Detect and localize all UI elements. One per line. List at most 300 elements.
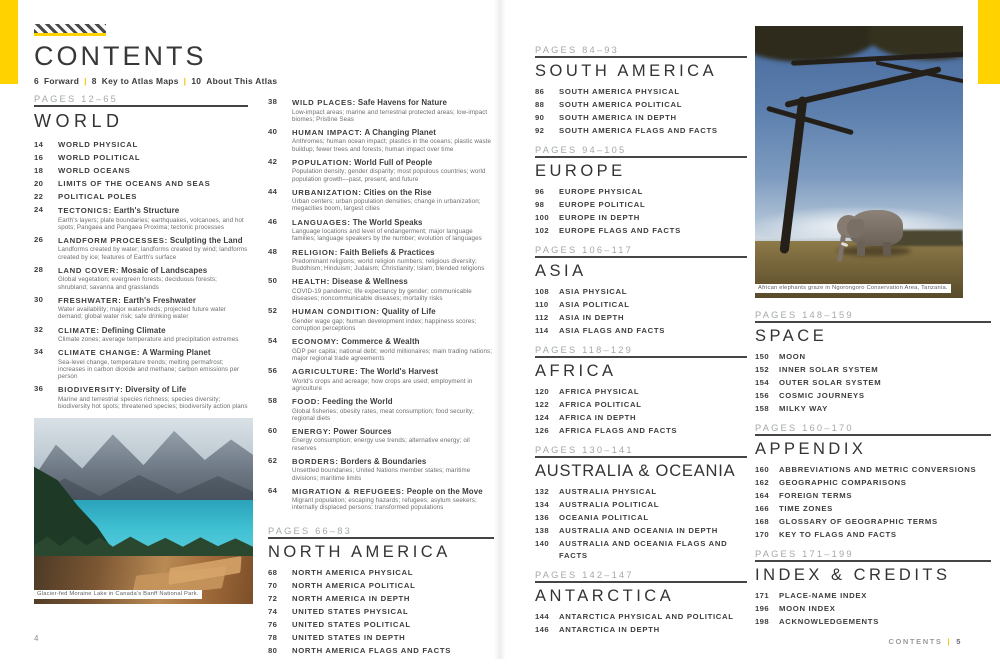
entry-subtitle: A Changing Planet	[364, 127, 437, 137]
entry-title: UNITED STATES POLITICAL	[292, 619, 411, 629]
entry-page-number: 70	[268, 580, 278, 590]
entry-page-number: 32	[34, 324, 44, 334]
section-pages-label: PAGES 148–159	[755, 310, 854, 320]
entry-page-number: 162	[755, 478, 770, 487]
entry-page-number: 48	[268, 246, 278, 256]
toc-entry[interactable]	[535, 538, 747, 562]
entry-page-number: 76	[268, 619, 278, 629]
toc-entry[interactable]	[755, 603, 991, 615]
section-pages-label: PAGES 84–93	[535, 45, 619, 55]
entry-page-number: 198	[755, 617, 770, 626]
section-space	[755, 310, 991, 415]
entry-subtitle: Borders & Boundaries	[340, 456, 427, 466]
entry-title: AUSTRALIA AND OCEANIA FLAGS AND FACTS	[559, 539, 728, 560]
toc-entry[interactable]	[535, 286, 747, 298]
entry-subtitle: Diversity of Life	[125, 385, 187, 395]
section-rule	[268, 537, 494, 539]
entry-title: BORDERS:	[292, 456, 339, 466]
section-pages-label: PAGES 171–199	[755, 549, 854, 559]
toc-entry[interactable]	[535, 486, 747, 498]
toc-entry[interactable]	[268, 156, 494, 183]
entry-title: MOON INDEX	[779, 604, 836, 613]
entry-description: Low-impact areas; marine and terrestrial protected areas; low-impact biomes; Pristine Seas	[292, 108, 488, 123]
toc-entry[interactable]	[755, 464, 991, 476]
section-rule	[755, 434, 991, 436]
toc-entry[interactable]	[34, 234, 248, 261]
toc-entry[interactable]	[34, 165, 248, 177]
hatch-decoration	[34, 24, 106, 36]
entry-description: Marine and terrestrial species richness; species diversity; biodiversity hot spots; threatened species; biodiversity action plans	[58, 395, 248, 411]
entry-title: CLIMATE:	[58, 325, 100, 335]
entry-title: POPULATION:	[292, 157, 353, 167]
section-title: SPACE	[755, 327, 828, 345]
entry-title: UNITED STATES PHYSICAL	[292, 606, 409, 616]
toc-entry[interactable]	[535, 225, 747, 237]
entry-title: KEY TO FLAGS AND FACTS	[779, 530, 897, 539]
toc-entry[interactable]	[535, 299, 747, 311]
entry-page-number: 126	[535, 426, 550, 435]
entry-title: INNER SOLAR SYSTEM	[779, 365, 879, 374]
entry-subtitle: The World's Harvest	[360, 367, 439, 377]
toc-entry[interactable]	[535, 512, 747, 524]
toc-entry[interactable]	[34, 191, 248, 203]
entry-page-number: 168	[755, 517, 770, 526]
footer-contents-label: CONTENTS	[888, 637, 943, 646]
entry-description: Language locations and level of endangerment; major language families; language speakers by the number; evolution of languages	[292, 228, 482, 243]
section-north-america	[268, 526, 494, 657]
section-pages-label: PAGES 130–141	[535, 445, 634, 455]
toc-entry[interactable]	[268, 567, 494, 579]
toc-entry[interactable]	[268, 186, 494, 213]
entry-title: GLOSSARY OF GEOGRAPHIC TERMS	[779, 517, 938, 526]
entry-page-number: 156	[755, 391, 770, 400]
toc-entry[interactable]	[535, 125, 747, 137]
entry-title: SOUTH AMERICA FLAGS AND FACTS	[559, 126, 718, 135]
yellow-corner-left	[0, 0, 18, 84]
toc-entry[interactable]	[535, 325, 747, 337]
toc-entry[interactable]	[755, 351, 991, 363]
entry-page-number: 160	[755, 465, 770, 474]
front-matter-nav	[34, 76, 278, 86]
entry-page-number: 158	[755, 404, 770, 413]
entry-page-number: 54	[268, 336, 278, 346]
toc-entry[interactable]	[268, 335, 494, 362]
entry-title: AUSTRALIA POLITICAL	[559, 500, 660, 509]
nav-page-number: 10	[191, 76, 202, 86]
section-title: AFRICA	[535, 362, 617, 380]
entry-title: MIGRATION & REFUGEES:	[292, 486, 405, 496]
toc-entry[interactable]	[535, 86, 747, 98]
section-rule	[535, 581, 747, 583]
page-number-right: 5	[956, 637, 962, 646]
toc-entry[interactable]	[535, 525, 747, 537]
entry-subtitle: Sculpting the Land	[169, 235, 243, 245]
toc-entry[interactable]	[34, 139, 248, 151]
toc-entry[interactable]	[755, 490, 991, 502]
left-page-column-2	[268, 96, 494, 665]
nav-item-forward[interactable]: Forward	[43, 76, 80, 86]
entry-page-number: 92	[535, 126, 545, 135]
entry-title: AUSTRALIA PHYSICAL	[559, 487, 657, 496]
entry-page-number: 132	[535, 487, 550, 496]
entry-page-number: 146	[535, 625, 550, 634]
entry-title: AFRICA POLITICAL	[559, 400, 642, 409]
entry-title: ANTARCTICA PHYSICAL AND POLITICAL	[559, 612, 734, 621]
entry-page-number: 30	[34, 294, 44, 304]
entry-page-number: 170	[755, 530, 770, 539]
entry-description: Global vegetation; evergreen forests; deciduous forests; shrubland; savanna and grasslands	[58, 276, 217, 291]
section-title: SOUTH AMERICA	[535, 62, 718, 80]
photo-elephant-shadow	[837, 246, 911, 256]
photo-elephant-leg	[883, 242, 891, 256]
entry-page-number: 74	[268, 606, 278, 616]
section-rule	[34, 105, 248, 107]
entry-page-number: 171	[755, 591, 770, 600]
toc-entry[interactable]	[268, 365, 494, 392]
entry-page-number: 22	[34, 192, 44, 201]
entry-title: EUROPE PHYSICAL	[559, 187, 643, 196]
entry-subtitle: The World Speaks	[352, 217, 423, 227]
separator: |	[84, 76, 87, 86]
entry-description: Sea-level change, temperature trends; melting permafrost; increases in carbon dioxide and methane; carbon emissions per person	[58, 358, 240, 381]
entry-title: AFRICA IN DEPTH	[559, 413, 637, 422]
toc-entry[interactable]	[535, 425, 747, 437]
section-rule	[535, 156, 747, 158]
entry-title: AFRICA PHYSICAL	[559, 387, 640, 396]
entry-description: Climate zones; average temperature and precipitation extremes	[58, 336, 239, 344]
separator: |	[183, 76, 187, 86]
page-gutter	[494, 0, 506, 659]
toc-entry[interactable]	[535, 186, 747, 198]
entry-page-number: 120	[535, 387, 550, 396]
entry-title: FOREIGN TERMS	[779, 491, 853, 500]
entry-title: ACKNOWLEDGEMENTS	[779, 617, 880, 626]
entry-title: LANDFORM PROCESSES:	[58, 235, 168, 245]
toc-entry[interactable]	[34, 294, 248, 321]
entry-page-number: 78	[268, 632, 278, 642]
toc-entry[interactable]	[268, 425, 494, 452]
entry-title: NORTH AMERICA POLITICAL	[292, 580, 416, 590]
photo-elephant-leg	[857, 242, 865, 256]
entry-description: COVID-19 pandemic; life expectancy by gender; communicable diseases; noncommunicable diseases; mortality risks	[292, 287, 472, 303]
entry-title: CLIMATE CHANGE:	[58, 348, 141, 358]
entry-page-number: 38	[268, 97, 278, 106]
entry-title: POLITICAL POLES	[58, 192, 138, 201]
entry-page-number: 46	[268, 216, 278, 226]
section-title: EUROPE	[535, 162, 626, 180]
toc-entry[interactable]	[535, 99, 747, 111]
toc-entry[interactable]	[34, 152, 248, 164]
entry-description: GDP per capita; national debt; world millionaires; main trading nations; major regional trade agreements	[292, 347, 493, 362]
toc-entry[interactable]	[34, 383, 248, 410]
entry-title: WORLD PHYSICAL	[58, 140, 138, 149]
entry-page-number: 102	[535, 226, 550, 235]
toc-entry[interactable]	[755, 477, 991, 489]
toc-entry[interactable]	[755, 377, 991, 389]
entry-title: WORLD POLITICAL	[58, 153, 141, 162]
section-pages-label: PAGES 160–170	[755, 423, 854, 433]
entry-page-number: 64	[268, 485, 278, 495]
nav-item-key-to-atlas-maps[interactable]: Key to Atlas Maps	[101, 76, 179, 86]
toc-entry[interactable]	[535, 212, 747, 224]
entry-page-number: 20	[34, 179, 44, 188]
section-pages-label: PAGES 66–83	[268, 525, 352, 536]
section-title: AUSTRALIA & OCEANIA	[535, 462, 736, 480]
entry-page-number: 112	[535, 313, 549, 322]
entry-title: FRESHWATER:	[58, 295, 122, 305]
entry-page-number: 152	[755, 365, 770, 374]
toc-entry[interactable]	[268, 96, 494, 123]
toc-entry[interactable]	[535, 199, 747, 211]
entry-page-number: 44	[268, 186, 278, 196]
entry-page-number: 42	[268, 156, 278, 166]
toc-entry[interactable]	[34, 324, 248, 344]
entry-page-number: 52	[268, 306, 278, 316]
entry-page-number: 108	[535, 287, 550, 296]
section-title: NORTH AMERICA	[268, 542, 451, 561]
section-title: ASIA	[535, 262, 587, 280]
toc-entry[interactable]	[535, 624, 747, 636]
entry-description: Energy consumption; energy use trends; alternative energy; oil reserves	[292, 437, 470, 452]
entry-page-number: 36	[34, 384, 44, 394]
separator: |	[947, 637, 952, 646]
entry-page-number: 100	[535, 213, 550, 222]
toc-entry[interactable]	[268, 246, 494, 273]
entry-title: SOUTH AMERICA IN DEPTH	[559, 113, 677, 122]
toc-entry[interactable]	[268, 580, 494, 592]
page-footer-right	[888, 637, 962, 646]
toc-entry[interactable]	[755, 616, 991, 628]
entry-title: NORTH AMERICA IN DEPTH	[292, 593, 411, 603]
entry-page-number: 14	[34, 140, 44, 149]
entry-title: MOON	[779, 352, 806, 361]
entry-page-number: 18	[34, 166, 44, 175]
entry-page-number: 196	[755, 604, 770, 613]
entry-title: LIMITS OF THE OCEANS AND SEAS	[58, 179, 211, 188]
toc-entry[interactable]	[268, 485, 494, 512]
entry-title: EUROPE POLITICAL	[559, 200, 646, 209]
entry-page-number: 138	[535, 526, 550, 535]
entry-description: Unsettled boundaries; United Nations member states; maritime divisions; maritime limits	[292, 467, 471, 482]
entry-page-number: 40	[268, 126, 278, 136]
nav-page-number: 6	[34, 76, 39, 86]
section-title: ANTARCTICA	[535, 587, 675, 605]
toc-entry[interactable]	[535, 499, 747, 511]
toc-entry[interactable]	[268, 632, 494, 644]
toc-entry[interactable]	[535, 399, 747, 411]
toc-entry[interactable]	[268, 126, 494, 153]
entry-page-number: 26	[34, 234, 44, 244]
entry-page-number: 86	[535, 87, 545, 96]
entry-page-number: 136	[535, 513, 550, 522]
entry-page-number: 140	[535, 539, 550, 548]
entry-title: HEALTH:	[292, 277, 331, 287]
entry-page-number: 50	[268, 276, 278, 286]
entry-title: WORLD OCEANS	[58, 166, 131, 175]
page-number-left: 4	[34, 634, 39, 643]
entry-title: ASIA IN DEPTH	[559, 313, 625, 322]
toc-entry[interactable]	[268, 606, 494, 618]
toc-entry[interactable]	[34, 204, 248, 231]
entry-title: SOUTH AMERICA PHYSICAL	[559, 87, 680, 96]
entry-description: Population density; gender disparity; most populous countries; world population growth—past, present, and future	[292, 168, 486, 183]
entry-title: ANTARCTICA IN DEPTH	[559, 625, 660, 634]
entry-page-number: 110	[535, 300, 549, 309]
section-europe	[535, 145, 747, 237]
entry-page-number: 134	[535, 500, 550, 509]
section-title: WORLD	[34, 111, 124, 131]
entry-subtitle: Defining Climate	[101, 325, 166, 335]
section-index-credits	[755, 549, 991, 628]
nav-page-number: 8	[91, 76, 97, 86]
elephant-photo	[755, 26, 963, 298]
entry-page-number: 144	[535, 612, 550, 621]
entry-title: UNITED STATES IN DEPTH	[292, 632, 406, 642]
nav-item-about-this-atlas[interactable]: About This Atlas	[206, 76, 278, 86]
entry-title: ECONOMY:	[292, 337, 340, 347]
entry-title: HUMAN IMPACT:	[292, 127, 363, 137]
toc-entry[interactable]	[268, 455, 494, 482]
right-page-column-1	[535, 45, 747, 644]
toc-entry[interactable]	[268, 593, 494, 605]
entry-description: Migrant population; escaping hazards; refugees; asylum seekers; internally displaced persons; transformed populations	[292, 497, 477, 512]
toc-entry[interactable]	[34, 178, 248, 190]
entry-page-number: 80	[268, 645, 278, 655]
entry-subtitle: Commerce & Wealth	[341, 337, 420, 347]
entry-description: Earth's layers; plate boundaries; earthquakes, volcanoes, and hot spots; Pangaea and Pangaea Proxima; tectonic processes	[58, 216, 244, 231]
entry-title: HUMAN CONDITION:	[292, 307, 380, 317]
entry-page-number: 68	[268, 567, 278, 577]
toc-entry[interactable]	[755, 516, 991, 528]
toc-entry[interactable]	[755, 364, 991, 376]
entry-description: Landforms created by water; landforms created by wind; landforms created by ice; features of Earth's surface	[58, 246, 248, 261]
entry-page-number: 88	[535, 100, 545, 109]
entry-page-number: 154	[755, 378, 770, 387]
entry-page-number: 124	[535, 413, 550, 422]
entry-subtitle: World Full of People	[354, 157, 433, 167]
entry-page-number: 62	[268, 455, 278, 465]
entry-subtitle: Feeding the World	[322, 397, 393, 407]
entry-title: NORTH AMERICA FLAGS AND FACTS	[292, 645, 452, 655]
toc-entry[interactable]	[268, 619, 494, 631]
entry-subtitle: Quality of Life	[381, 307, 436, 317]
section-rule	[535, 56, 747, 58]
section-pages-label: PAGES 12–65	[34, 94, 118, 104]
toc-entry[interactable]	[268, 305, 494, 332]
entry-description: Water availability; major watersheds; projected future water demand; global water risk; safe drinking water	[58, 306, 227, 321]
toc-entry[interactable]	[755, 529, 991, 541]
toc-entry[interactable]	[268, 645, 494, 657]
section-africa	[535, 345, 747, 437]
entry-subtitle: Earth's Freshwater	[123, 295, 197, 305]
entry-title: PLACE-NAME INDEX	[779, 591, 868, 600]
entry-page-number: 98	[535, 200, 545, 209]
toc-entry[interactable]	[34, 346, 248, 380]
toc-entry[interactable]	[34, 264, 248, 291]
section-rule	[755, 321, 991, 323]
section-pages-label: PAGES 142–147	[535, 570, 634, 580]
entry-page-number: 56	[268, 366, 278, 376]
entry-title: AGRICULTURE:	[292, 367, 359, 377]
toc-entry[interactable]	[755, 503, 991, 515]
entry-title: WILD PLACES:	[292, 98, 356, 107]
entry-page-number: 34	[34, 347, 44, 357]
toc-entry[interactable]	[535, 386, 747, 398]
section-title: INDEX & CREDITS	[755, 566, 951, 584]
toc-entry[interactable]	[535, 312, 747, 324]
entry-subtitle: A Warming Planet	[142, 348, 211, 358]
section-title: APPENDIX	[755, 440, 867, 458]
toc-entry[interactable]	[268, 395, 494, 422]
entry-title: OCEANIA POLITICAL	[559, 513, 649, 522]
entry-title: ASIA POLITICAL	[559, 300, 630, 309]
entry-title: ENERGY:	[292, 426, 332, 436]
section-australia-oceania	[535, 445, 747, 562]
photo-caption: Glacier-fed Moraine Lake in Canada's Banff National Park.	[34, 590, 202, 599]
section-world	[34, 94, 248, 410]
section-pages-label: PAGES 106–117	[535, 245, 634, 255]
entry-subtitle: Cities on the Rise	[363, 187, 432, 197]
toc-entry[interactable]	[755, 390, 991, 402]
section-rule	[535, 256, 747, 258]
toc-entry[interactable]	[268, 275, 494, 302]
toc-entry[interactable]	[755, 590, 991, 602]
toc-entry[interactable]	[535, 112, 747, 124]
entry-subtitle: Safe Havens for Nature	[357, 98, 447, 107]
entry-page-number: 24	[34, 205, 44, 214]
entry-subtitle: Faith Beliefs & Practices	[340, 247, 435, 257]
toc-entry[interactable]	[268, 216, 494, 243]
toc-entry[interactable]	[755, 403, 991, 415]
section-pages-label: PAGES 94–105	[535, 145, 627, 155]
entry-title: MILKY WAY	[779, 404, 829, 413]
entry-title: SOUTH AMERICA POLITICAL	[559, 100, 683, 109]
entry-description: Global fisheries; obesity rates, meat consumption; food security; regional diets	[292, 407, 474, 422]
entry-subtitle: People on the Move	[406, 486, 483, 496]
entry-title: TIME ZONES	[779, 504, 833, 513]
entry-title: ABBREVIATIONS AND METRIC CONVERSIONS	[779, 465, 977, 474]
entry-title: EUROPE FLAGS AND FACTS	[559, 226, 681, 235]
entry-description: World's crops and acreage; how crops are used; employment in agriculture	[292, 377, 473, 392]
section-rule	[535, 356, 747, 358]
section-south-america	[535, 45, 747, 137]
entry-page-number: 16	[34, 153, 44, 162]
section-antarctica	[535, 570, 747, 636]
entry-subtitle: Disease & Wellness	[332, 277, 408, 287]
entry-subtitle: Earth's Structure	[113, 206, 180, 215]
entry-title: RELIGION:	[292, 247, 339, 257]
entry-title: LAND COVER:	[58, 265, 120, 275]
entry-page-number: 150	[755, 352, 770, 361]
entry-subtitle: Power Sources	[333, 426, 392, 436]
entry-page-number: 28	[34, 264, 44, 274]
entry-description: Urban centers; urban population densities; change in urbanization; megacities boom, largest cities	[292, 198, 481, 213]
entry-title: GEOGRAPHIC COMPARISONS	[779, 478, 907, 487]
toc-entry[interactable]	[535, 611, 747, 623]
section-appendix	[755, 423, 991, 541]
entry-title: AFRICA FLAGS AND FACTS	[559, 426, 678, 435]
entry-page-number: 58	[268, 396, 278, 406]
entry-title: AUSTRALIA AND OCEANIA IN DEPTH	[559, 526, 718, 535]
entry-page-number: 122	[535, 400, 550, 409]
toc-entry[interactable]	[535, 412, 747, 424]
entry-page-number: 60	[268, 425, 278, 435]
entry-title: URBANIZATION:	[292, 187, 362, 197]
entry-description: Gender wage gap; human development index; happiness scores; corruption perceptions	[292, 317, 477, 333]
right-page-column-2	[755, 26, 991, 636]
entry-page-number: 114	[535, 326, 549, 335]
entry-page-number: 166	[755, 504, 770, 513]
